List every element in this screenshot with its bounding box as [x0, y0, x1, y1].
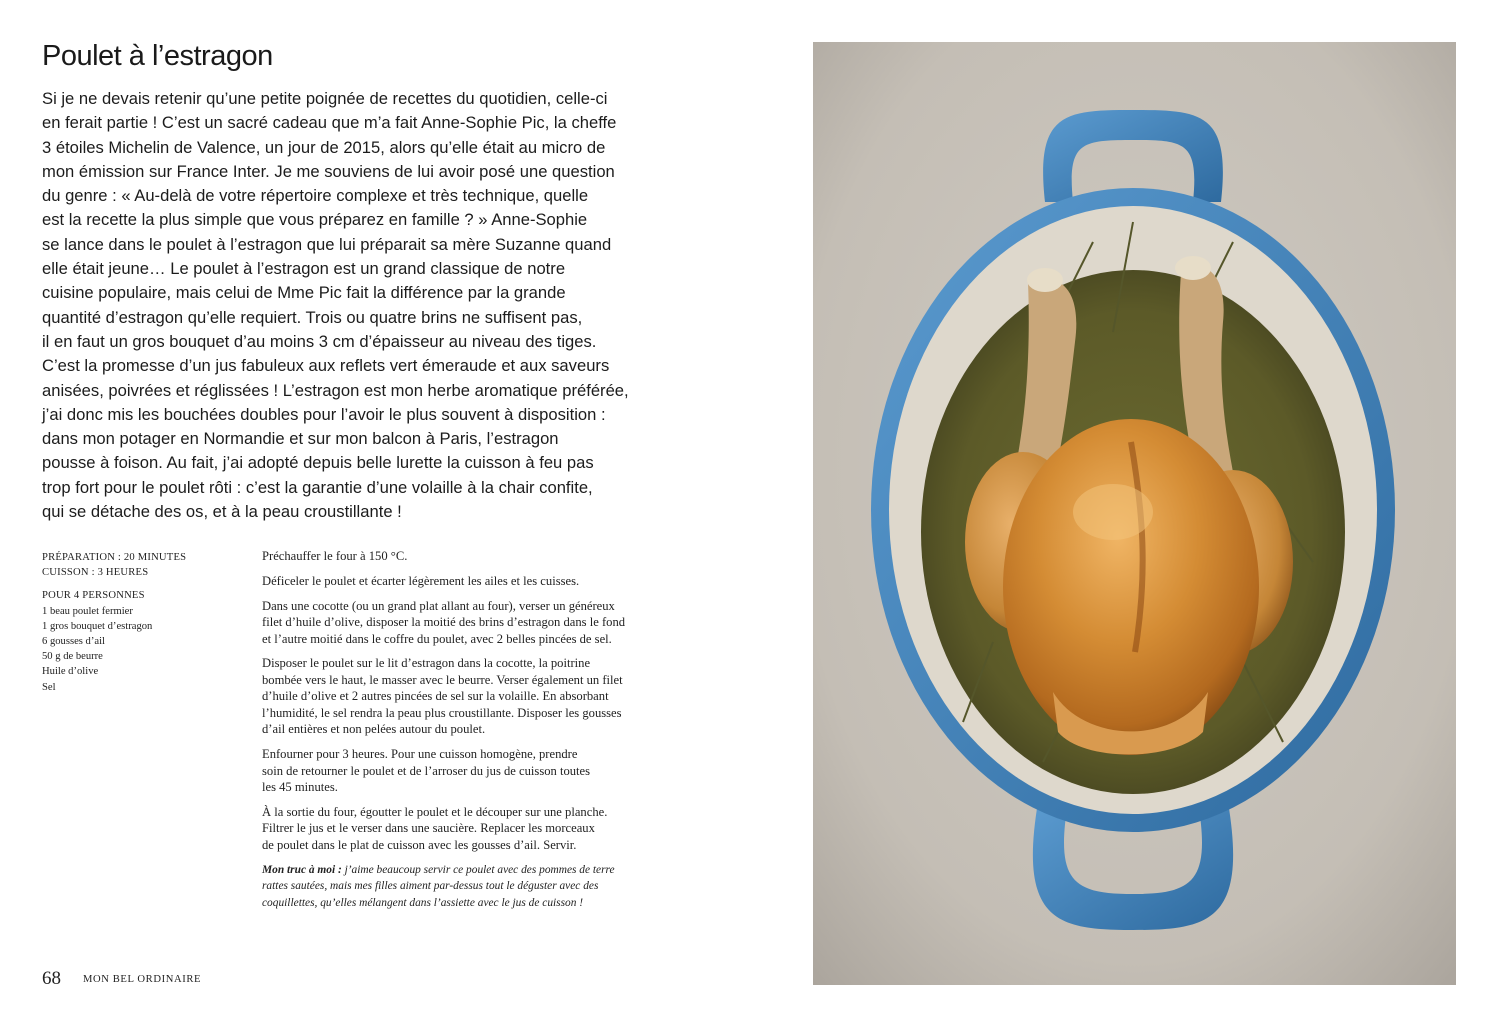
intro-line: est la recette la plus simple que vous préparez en famille ? » Anne-Sophie: [42, 210, 588, 230]
step-line: les 45 minutes.: [262, 780, 338, 795]
intro-line: anisées, poivrées et réglissées ! L’estragon est mon herbe aromatique préférée,: [42, 380, 629, 400]
intro-line: 3 étoiles Michelin de Valence, un jour de 2015, alors qu’elle était au micro de: [42, 137, 606, 157]
step-line: de poulet dans le plat de cuisson avec les gousses d’ail. Servir.: [262, 837, 577, 852]
tip-line: coquillettes, qu’elles mélangent dans l’assiette avec le jus de cuisson !: [262, 896, 584, 909]
intro-line: se lance dans le poulet à l’estragon que lui préparait sa mère Suzanne quand: [42, 234, 612, 254]
ingredient-item: Huile d’olive: [42, 666, 99, 678]
intro-line: elle était jeune… Le poulet à l’estragon est un grand classique de notre: [42, 259, 566, 279]
step-paragraph: [262, 655, 682, 738]
step-line: d’ail entières et non pelées autour du poulet.: [262, 722, 486, 737]
recipe-title: Poulet à l’estragon: [42, 40, 273, 72]
roast-chicken-photo: [813, 42, 1456, 985]
step-line: Préchauffer le four à 150 °C.: [262, 549, 408, 563]
intro-line: quantité d’estragon qu’elle requiert. Trois ou quatre brins ne suffisent pas,: [42, 307, 583, 327]
page-number: 68: [42, 968, 61, 989]
step-paragraph: [262, 548, 682, 565]
ingredient-item: 50 g de beurre: [42, 651, 103, 663]
intro-line: pousse à foison. Au fait, j’ai adopté depuis belle lurette la cuisson à feu pas: [42, 453, 594, 473]
intro-line: cuisine populaire, mais celui de Mme Pic fait la différence par la grande: [42, 283, 566, 303]
step-line: Déficeler le poulet et écarter légèrement les ailes et les cuisses.: [262, 573, 580, 588]
ingredient-item: 1 gros bouquet d’estragon: [42, 620, 153, 632]
step-paragraph: [262, 598, 682, 648]
intro-line: trop fort pour le poulet rôti : c’est la garantie d’une volaille à la chair confite,: [42, 477, 593, 497]
step-line: Enfourner pour 3 heures. Pour une cuisson homogène, prendre: [262, 747, 578, 762]
recipe-steps: [262, 548, 682, 919]
ingredient-item: 1 beau poulet fermier: [42, 605, 133, 617]
tip-text: j’aime beaucoup servir ce poulet avec des pommes de terre: [341, 863, 615, 876]
intro-line: qui se détache des os, et à la peau croustillante !: [42, 502, 402, 522]
step-line: et l’autre moitié dans le coffre du poulet, avec 2 belles pincées de sel.: [262, 631, 612, 646]
step-paragraph: [262, 573, 682, 590]
book-title: MON BEL ORDINAIRE: [83, 974, 202, 985]
preparation-time: PRÉPARATION : 20 MINUTES: [42, 552, 187, 563]
step-line: bombée vers le haut, le masser avec le beurre. Verser également un filet: [262, 672, 623, 687]
intro-line: Si je ne devais retenir qu’une petite poignée de recettes du quotidien, celle-ci: [42, 89, 608, 108]
tip-line: [262, 862, 682, 878]
step-line: l’humidité, le sel rendra la peau plus croustillante. Disposer les gousses: [262, 705, 622, 720]
step-paragraph: [262, 746, 682, 796]
recipe-introduction: [42, 87, 702, 524]
step-line: Disposer le poulet sur le lit d’estragon dans la cocotte, la poitrine: [262, 656, 591, 671]
intro-line: dans mon potager en Normandie et sur mon balcon à Paris, l’estragon: [42, 429, 559, 449]
intro-line: j’ai donc mis les bouchées doubles pour l’avoir le plus souvent à disposition :: [42, 404, 606, 424]
step-line: soin de retourner le poulet et de l’arroser du jus de cuisson toutes: [262, 763, 591, 778]
intro-line: C’est la promesse d’un jus fabuleux aux reflets vert émeraude et aux saveurs: [42, 356, 610, 376]
page-footer: [42, 968, 201, 990]
tip-label: Mon truc à moi :: [262, 863, 342, 876]
step-line: d’huile d’olive et 2 autres pincées de sel sur la volaille. En absorbant: [262, 689, 609, 704]
intro-line: il en faut un gros bouquet d’au moins 3 cm d’épaisseur au niveau des tiges.: [42, 331, 597, 351]
servings: POUR 4 PERSONNES: [42, 590, 145, 602]
intro-line: du genre : « Au-delà de votre répertoire complexe et très technique, quelle: [42, 186, 589, 206]
step-line: Dans une cocotte (ou un grand plat allant au four), verser un généreux: [262, 598, 615, 613]
step-line: Filtrer le jus et le verser dans une saucière. Replacer les morceaux: [262, 821, 595, 836]
ingredient-item: Sel: [42, 681, 56, 693]
step-paragraph: [262, 804, 682, 854]
step-line: À la sortie du four, égoutter le poulet et le découper sur une planche.: [262, 804, 608, 819]
recipe-info-column: [42, 550, 242, 695]
photo-illustration: [813, 42, 1456, 985]
chicken-breast: [1003, 419, 1259, 755]
tip-line: rattes sautées, mais mes filles aiment par-dessus tout le déguster avec des: [262, 880, 599, 893]
ingredient-item: 6 gousses d’ail: [42, 636, 105, 648]
intro-line: en ferait partie ! C’est un sacré cadeau que m’a fait Anne-Sophie Pic, la cheffe: [42, 113, 617, 133]
intro-line: mon émission sur France Inter. Je me souviens de lui avoir posé une question: [42, 161, 615, 181]
chef-tip: [262, 862, 682, 911]
cooking-time: CUISSON : 3 HEURES: [42, 567, 149, 579]
step-line: filet d’huile d’olive, disposer la moitié des brins d’estragon dans le fond: [262, 615, 626, 630]
